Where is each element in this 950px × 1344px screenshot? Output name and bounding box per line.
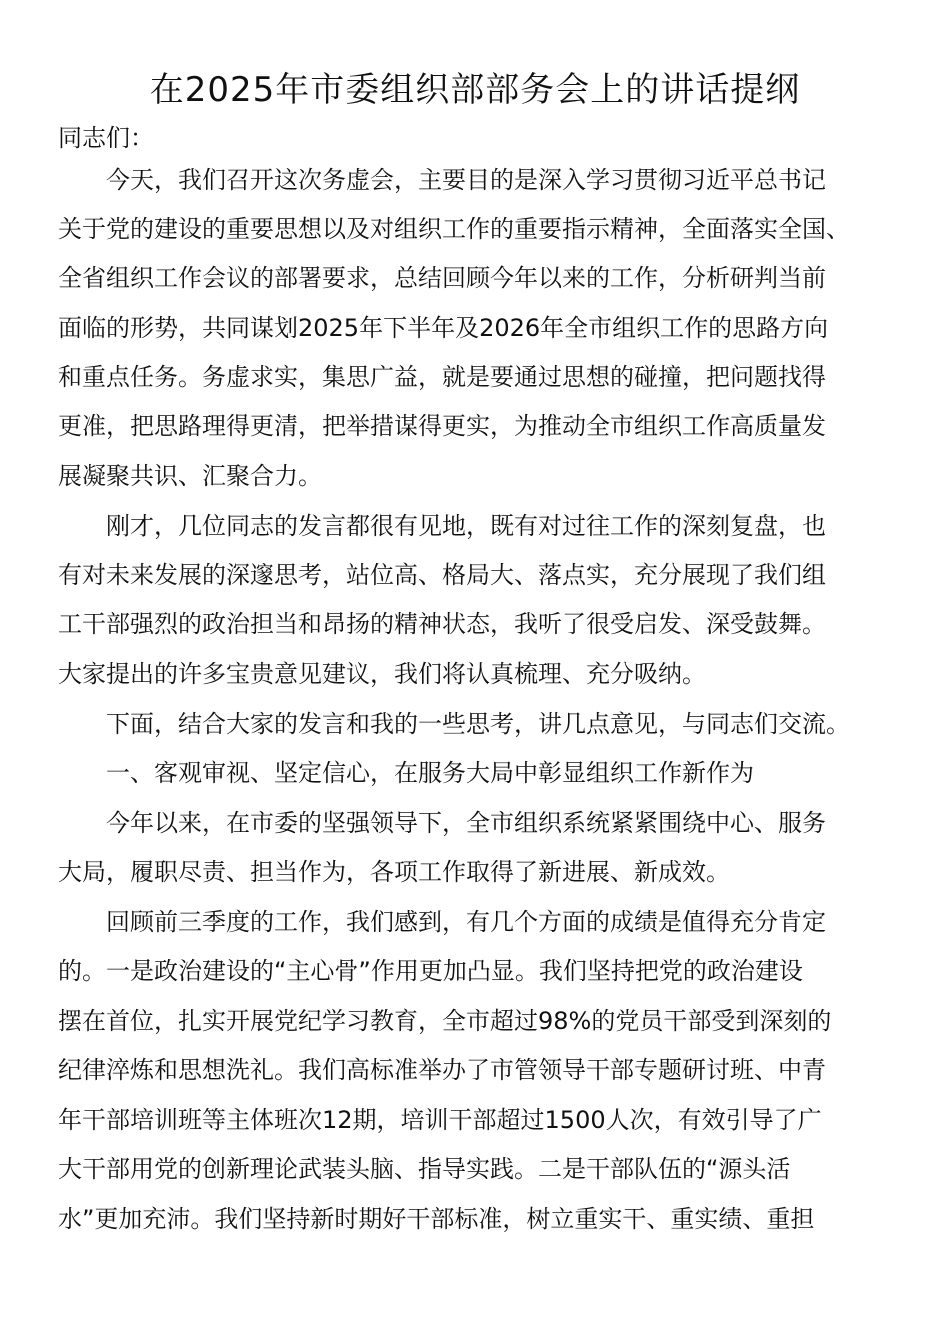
body-line: 今年以来，在市委的坚强领导下，全市组织系统紧紧围绕中心、服务 xyxy=(58,809,826,837)
body-line: 回顾前三季度的工作，我们感到，有几个方面的成绩是值得充分肯定 xyxy=(58,908,826,936)
body-line: 大干部用党的创新理论武装头脑、指导实践。二是干部队伍的“源头活 xyxy=(58,1155,791,1183)
body-line: 下面，结合大家的发言和我的一些思考，讲几点意见，与同志们交流。 xyxy=(58,710,850,738)
body-line: 水”更加充沛。我们坚持新时期好干部标准，树立重实干、重实绩、重担 xyxy=(58,1205,815,1233)
body-line: 更准，把思路理得更清，把举措谋得更实，为推动全市组织工作高质量发 xyxy=(58,412,826,440)
body-line: 的。一是政治建设的“主心骨”作用更加凸显。我们坚持把党的政治建设 xyxy=(58,957,803,985)
body-line: 年干部培训班等主体班次12期，培训干部超过1500人次，有效引导了广 xyxy=(58,1106,822,1134)
body-line: 纪律淬炼和思想洗礼。我们高标准举办了市管领导干部专题研讨班、中青 xyxy=(58,1056,826,1084)
body-line: 工干部强烈的政治担当和昂扬的精神状态，我听了很受启发、深受鼓舞。 xyxy=(58,610,826,638)
body-line: 刚才，几位同志的发言都很有见地，既有对过往工作的深刻复盘，也 xyxy=(58,512,826,540)
body-line: 展凝聚共识、汇聚合力。 xyxy=(58,462,322,490)
body-line: 和重点任务。务虚求实，集思广益，就是要通过思想的碰撞，把问题找得 xyxy=(58,363,826,391)
body-line: 今天，我们召开这次务虚会，主要目的是深入学习贯彻习近平总书记 xyxy=(58,166,826,194)
document-title: 在2025年市委组织部部务会上的讲话提纲 xyxy=(149,70,801,110)
body-line: 大局，履职尽责、担当作为，各项工作取得了新进展、新成效。 xyxy=(58,858,730,886)
body-line: 大家提出的许多宝贵意见建议，我们将认真梳理、充分吸纳。 xyxy=(58,660,706,688)
body-line: 有对未来发展的深邃思考，站位高、格局大、落点实，充分展现了我们组 xyxy=(58,561,826,589)
body-line: 全省组织工作会议的部署要求，总结回顾今年以来的工作，分析研判当前 xyxy=(58,264,826,292)
salutation: 同志们： xyxy=(58,124,154,152)
section-heading: 一、客观审视、坚定信心，在服务大局中彰显组织工作新作为 xyxy=(58,759,754,787)
body-line: 关于党的建设的重要思想以及对组织工作的重要指示精神，全面落实全国、 xyxy=(58,215,850,243)
body-line: 面临的形势，共同谋划2025年下半年及2026年全市组织工作的思路方向 xyxy=(58,314,829,342)
body-line: 摆在首位，扎实开展党纪学习教育，全市超过98%的党员干部受到深刻的 xyxy=(58,1007,832,1035)
